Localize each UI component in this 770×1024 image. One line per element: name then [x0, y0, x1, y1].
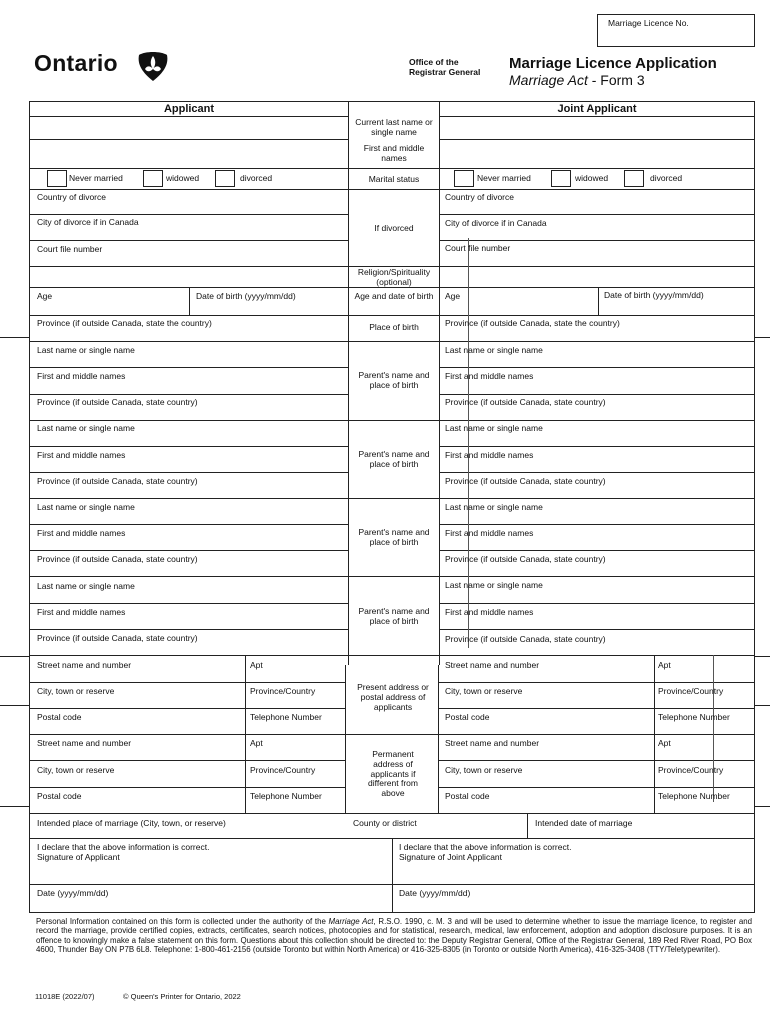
joint-never-married-label: Never married [477, 173, 531, 183]
label-religion: Religion/Spirituality (optional) [357, 267, 431, 287]
applicant-dob[interactable]: Date of birth (yyyy/mm/dd) [196, 291, 296, 301]
joint-p3-last-name[interactable]: Last name or single name [445, 502, 543, 512]
applicant-present-street[interactable]: Street name and number [37, 660, 132, 670]
joint-p4-last-name[interactable]: Last name or single name [445, 580, 543, 590]
joint-p3-first-middle[interactable]: First and middle names [445, 528, 534, 538]
joint-p2-first-middle[interactable]: First and middle names [445, 450, 534, 460]
joint-present-province[interactable]: Province/Country [658, 686, 724, 696]
joint-divorced-checkbox[interactable] [624, 170, 644, 187]
county-district-field[interactable]: County or district [353, 818, 417, 828]
applicant-court-file[interactable]: Court file number [37, 244, 103, 254]
joint-p1-first-middle[interactable]: First and middle names [445, 371, 534, 381]
joint-widowed-checkbox[interactable] [551, 170, 571, 187]
applicant-never-married-checkbox[interactable] [47, 170, 67, 187]
office-line-2: Registrar General [409, 67, 481, 78]
joint-dob[interactable]: Date of birth (yyyy/mm/dd) [604, 290, 704, 300]
privacy-text-end: , R.S.O. 1990, c. M. 3 and will be used to determine whether to issue the marriage licence, to register and record the marriage, provide certified copies, extracts, certificates, search notices, photocopies and for statistical, research, medical, law enforcement, adoption and adoption disclosure purposes. It is an offence to knowingly make a false statement on this form. Questions about this collection should be directed to: the Deputy Registrar General, Office of the Registrar General, 189 Red River Road, PO Box 4600, Thunder Bay ON P7B 6L8. Telephone: 1-800-461-2156 (outside Toronto but within North America) or 416-325-8305 (in Toronto or outside North America), 416-325-3408 (TTY/Teletypewriter). [36, 917, 753, 955]
applicant-divorced-label: divorced [240, 173, 273, 183]
label-first-middle: First and middle names [363, 143, 425, 163]
ontario-logo [34, 50, 118, 77]
label-age-dob: Age and date of birth [354, 291, 434, 301]
applicant-present-apt[interactable]: Apt [250, 660, 263, 670]
joint-permanent-postal[interactable]: Postal code [445, 791, 490, 801]
joint-p1-last-name[interactable]: Last name or single name [445, 345, 543, 355]
applicant-p2-last-name[interactable]: Last name or single name [37, 423, 135, 433]
licence-number-box[interactable] [597, 14, 755, 47]
joint-present-city[interactable]: City, town or reserve [445, 686, 523, 696]
applicant-p4-last-name[interactable]: Last name or single name [37, 581, 135, 591]
applicant-widowed-checkbox[interactable] [143, 170, 163, 187]
joint-present-apt[interactable]: Apt [658, 660, 671, 670]
form-subtitle [509, 72, 645, 88]
applicant-birth-province[interactable]: Province (if outside Canada, state the country) [37, 318, 212, 328]
applicant-p1-first-middle[interactable]: First and middle names [37, 371, 126, 381]
applicant-country-divorce[interactable]: Country of divorce [37, 192, 106, 202]
joint-present-telephone[interactable]: Telephone Number [658, 712, 730, 722]
joint-permanent-telephone[interactable]: Telephone Number [658, 791, 730, 801]
label-parent-1: Parent's name and place of birth [358, 370, 430, 390]
label-parent-3: Parent's name and place of birth [358, 527, 430, 547]
joint-permanent-apt[interactable]: Apt [658, 738, 671, 748]
joint-birth-province[interactable]: Province (if outside Canada, state the country) [445, 318, 620, 328]
applicant-city-divorce[interactable]: City of divorce if in Canada [37, 217, 139, 227]
privacy-act-name: Marriage Act [328, 917, 374, 926]
joint-present-street[interactable]: Street name and number [445, 660, 540, 670]
form-title: Marriage Licence Application [509, 55, 717, 72]
applicant-permanent-postal[interactable]: Postal code [37, 791, 82, 801]
label-present-address: Present address or postal address of applicants [357, 682, 429, 712]
applicant-p2-province[interactable]: Province (if outside Canada, state country) [37, 476, 198, 486]
privacy-notice [36, 917, 752, 955]
joint-present-postal[interactable]: Postal code [445, 712, 490, 722]
act-name: Marriage Act [509, 72, 588, 88]
joint-widowed-label: widowed [575, 173, 609, 183]
joint-permanent-province[interactable]: Province/Country [658, 765, 724, 775]
joint-p1-province[interactable]: Province (if outside Canada, state country) [445, 397, 606, 407]
joint-permanent-street[interactable]: Street name and number [445, 738, 540, 748]
applicant-present-telephone[interactable]: Telephone Number [250, 712, 322, 722]
applicant-permanent-city[interactable]: City, town or reserve [37, 765, 115, 775]
logo-text: Ontario [34, 50, 118, 76]
form-number: - Form 3 [587, 72, 645, 88]
applicant-widowed-label: widowed [166, 173, 200, 183]
office-line-1: Office of the [409, 57, 459, 67]
intended-date-field[interactable]: Intended date of marriage [535, 818, 633, 828]
applicant-age[interactable]: Age [37, 291, 53, 301]
label-parent-4: Parent's name and place of birth [358, 606, 430, 626]
privacy-text-start: Personal Information contained on this form is collected under the authority of the [36, 917, 329, 926]
applicant-permanent-street[interactable]: Street name and number [37, 738, 132, 748]
applicant-present-province[interactable]: Province/Country [250, 686, 316, 696]
intended-place-field[interactable]: Intended place of marriage (City, town, or reserve) [37, 818, 226, 828]
joint-applicant-header: Joint Applicant [557, 103, 637, 115]
applicant-p1-province[interactable]: Province (if outside Canada, state country) [37, 397, 198, 407]
label-current-name: Current last name or single name [355, 117, 433, 137]
applicant-p1-last-name[interactable]: Last name or single name [37, 345, 135, 355]
joint-p4-province[interactable]: Province (if outside Canada, state country) [445, 634, 606, 644]
applicant-p4-first-middle[interactable]: First and middle names [37, 607, 126, 617]
joint-declaration: I declare that the above information is correct. [399, 842, 572, 852]
joint-age[interactable]: Age [445, 291, 461, 301]
applicant-p3-last-name[interactable]: Last name or single name [37, 502, 135, 512]
joint-country-divorce[interactable]: Country of divorce [445, 192, 514, 202]
label-if-divorced: If divorced [374, 223, 414, 233]
joint-never-married-checkbox[interactable] [454, 170, 474, 187]
joint-city-divorce[interactable]: City of divorce if in Canada [445, 218, 547, 228]
joint-permanent-city[interactable]: City, town or reserve [445, 765, 523, 775]
applicant-signature-date[interactable]: Date (yyyy/mm/dd) [37, 888, 109, 898]
applicant-p3-province[interactable]: Province (if outside Canada, state country) [37, 554, 198, 564]
joint-signature-field[interactable]: Signature of Joint Applicant [399, 852, 503, 862]
ontario-trillium-icon [135, 47, 171, 83]
applicant-signature-field[interactable]: Signature of Applicant [37, 852, 120, 862]
applicant-p3-first-middle[interactable]: First and middle names [37, 528, 126, 538]
applicant-present-postal[interactable]: Postal code [37, 712, 82, 722]
applicant-divorced-checkbox[interactable] [215, 170, 235, 187]
joint-signature-date[interactable]: Date (yyyy/mm/dd) [399, 888, 471, 898]
joint-p2-province[interactable]: Province (if outside Canada, state country) [445, 476, 606, 486]
applicant-declaration: I declare that the above information is correct. [37, 842, 210, 852]
joint-p2-last-name[interactable]: Last name or single name [445, 423, 543, 433]
licence-number-label: Marriage Licence No. [608, 18, 689, 28]
applicant-header: Applicant [163, 103, 215, 115]
office-of-registrar [409, 57, 480, 77]
applicant-permanent-province[interactable]: Province/Country [250, 765, 316, 775]
applicant-p4-province[interactable]: Province (if outside Canada, state country) [37, 633, 198, 643]
joint-p3-province[interactable]: Province (if outside Canada, state country) [445, 554, 606, 564]
label-permanent-address: Permanent address of applicants if different from above [368, 749, 418, 799]
applicant-never-married-label: Never married [69, 173, 123, 183]
form-number-footer: 11018E (2022/07) [35, 992, 95, 1001]
copyright-footer: © Queen's Printer for Ontario, 2022 [123, 992, 241, 1001]
joint-divorced-label: divorced [650, 173, 683, 183]
label-place-of-birth: Place of birth [369, 322, 419, 332]
joint-court-file[interactable]: Court file number [445, 243, 511, 253]
applicant-permanent-apt[interactable]: Apt [250, 738, 263, 748]
joint-p4-first-middle[interactable]: First and middle names [445, 607, 534, 617]
applicant-p2-first-middle[interactable]: First and middle names [37, 450, 126, 460]
applicant-present-city[interactable]: City, town or reserve [37, 686, 115, 696]
applicant-permanent-telephone[interactable]: Telephone Number [250, 791, 322, 801]
label-marital-status: Marital status [368, 174, 420, 184]
label-parent-2: Parent's name and place of birth [358, 449, 430, 469]
